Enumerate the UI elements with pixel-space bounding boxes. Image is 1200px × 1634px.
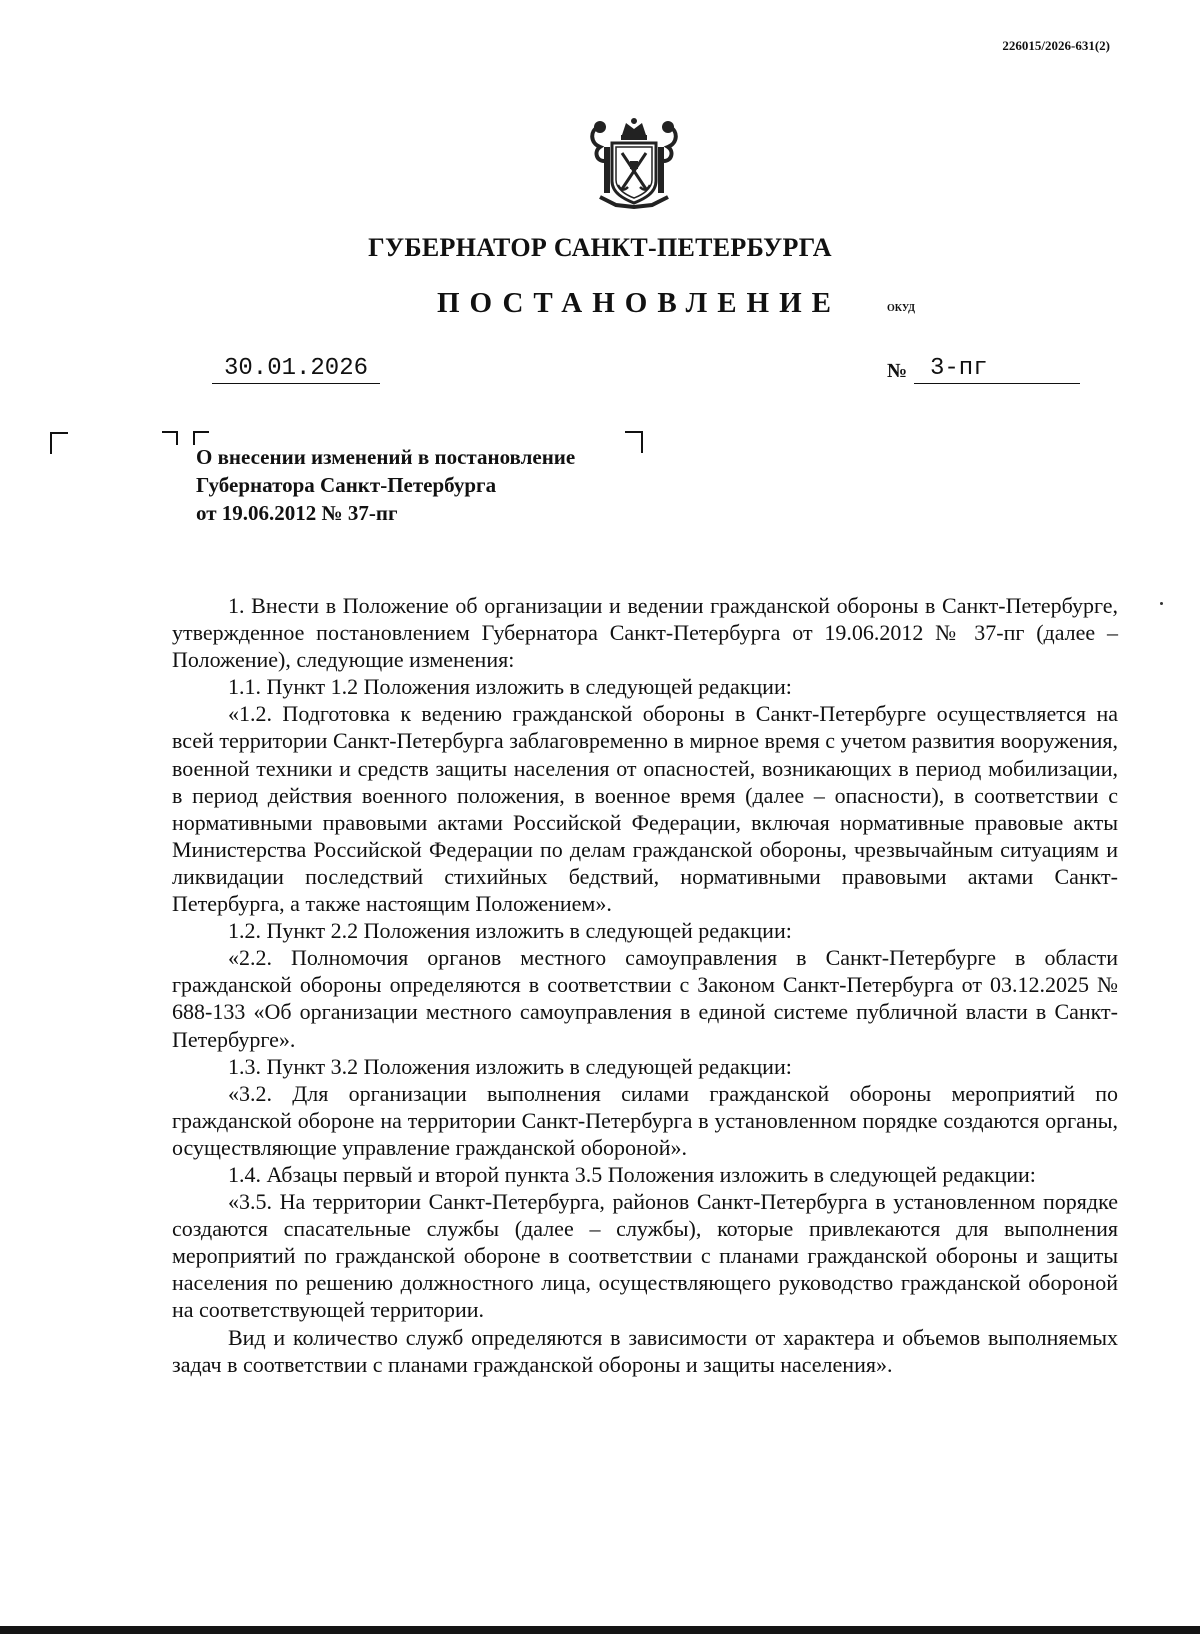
body-paragraph: «2.2. Полномочия органов местного самоуправления в Санкт-Петербурге в области гражданской обороны определяются в соответствии с Законом Санкт-Петербурга от 03.12.2025 № 688-133 «Об организации местного самоуправления в единой системе публичной власти в Санкт-Петербурге». xyxy=(172,945,1118,1052)
document-type: ПОСТАНОВЛЕНИЕ xyxy=(437,287,842,319)
subject-line: Губернатора Санкт-Петербурга xyxy=(196,473,497,497)
body-paragraph: «1.2. Подготовка к ведению гражданской обороны в Санкт-Петербурге осуществляется на всей территории Санкт-Петербурга заблаговременно в мирное время с учетом развития вооружения, военной техники и средств защиты населения от опасностей, возникающих в период мобилизации, в период действия военного положения, в военное время (далее – опасности), в соответствии с нормативными правовыми актами Российской Федерации, включая нормативные правовые акты Министерства Российской Федерации по делам гражданской обороны, чрезвычайным ситуациям и ликвидации последствий стихийных бедствий, нормативными правовыми актами Санкт-Петербурга, а также настоящим Положением». xyxy=(172,701,1118,917)
body-paragraph: 1.4. Абзацы первый и второй пункта 3.5 Положения изложить в следующей редакции: xyxy=(228,1161,1036,1187)
okud-label: ОКУД xyxy=(887,303,916,314)
subject-line: от 19.06.2012 № 37-пг xyxy=(196,501,398,525)
corner-mark xyxy=(50,432,68,454)
body-paragraph: 1.3. Пункт 3.2 Положения изложить в следующей редакции: xyxy=(228,1053,792,1079)
body-paragraph: 1. Внести в Положение об организации и ведении гражданской обороны в Санкт-Петербурге, утвержденное постановлением Губернатора Санкт-Петербурга от 19.06.2012 № 37-пг (далее – Положение), следующие изменения: xyxy=(172,593,1118,673)
scan-edge-bar xyxy=(0,1626,1200,1634)
body-paragraph: «3.2. Для организации выполнения силами гражданской обороны мероприятий по гражданской обороне на территории Санкт-Петербурга в установленном порядке создаются органы, осуществляющие управление гражданской обороной». xyxy=(172,1080,1118,1160)
subject-line: О внесении изменений в постановление xyxy=(196,445,576,469)
number-sign: № xyxy=(887,360,908,382)
body-paragraph: 1.2. Пункт 2.2 Положения изложить в следующей редакции: xyxy=(228,918,792,944)
registration-number: 226015/2026-631(2) xyxy=(1002,38,1110,53)
corner-mark xyxy=(625,431,643,453)
coat-of-arms-icon xyxy=(586,117,682,211)
issuer-title: ГУБЕРНАТОР САНКТ-ПЕТЕРБУРГА xyxy=(368,233,832,262)
body-paragraph: «3.5. На территории Санкт-Петербурга, районов Санкт-Петербурга в установленном порядке создаются спасательные службы (далее – службы), которые привлекаются для выполнения мероприятий по гражданской обороне в соответствии с планами гражданской обороны и защиты населения по решению должностного лица, осуществляющего руководство гражданской обороной на соответствующей территории. xyxy=(172,1189,1118,1323)
document-date: 30.01.2026 xyxy=(212,355,380,384)
document-subject xyxy=(196,443,575,527)
body-paragraph: 1.1. Пункт 1.2 Положения изложить в следующей редакции: xyxy=(228,674,792,700)
document-number: 3-пг xyxy=(914,355,1080,384)
corner-mark xyxy=(162,431,178,445)
body-paragraph: Вид и количество служб определяются в зависимости от характера и объемов выполняемых задач в соответствии с планами гражданской обороны и защиты населения». xyxy=(172,1324,1118,1377)
document-body xyxy=(172,592,1118,1378)
scan-speck xyxy=(1160,602,1163,605)
